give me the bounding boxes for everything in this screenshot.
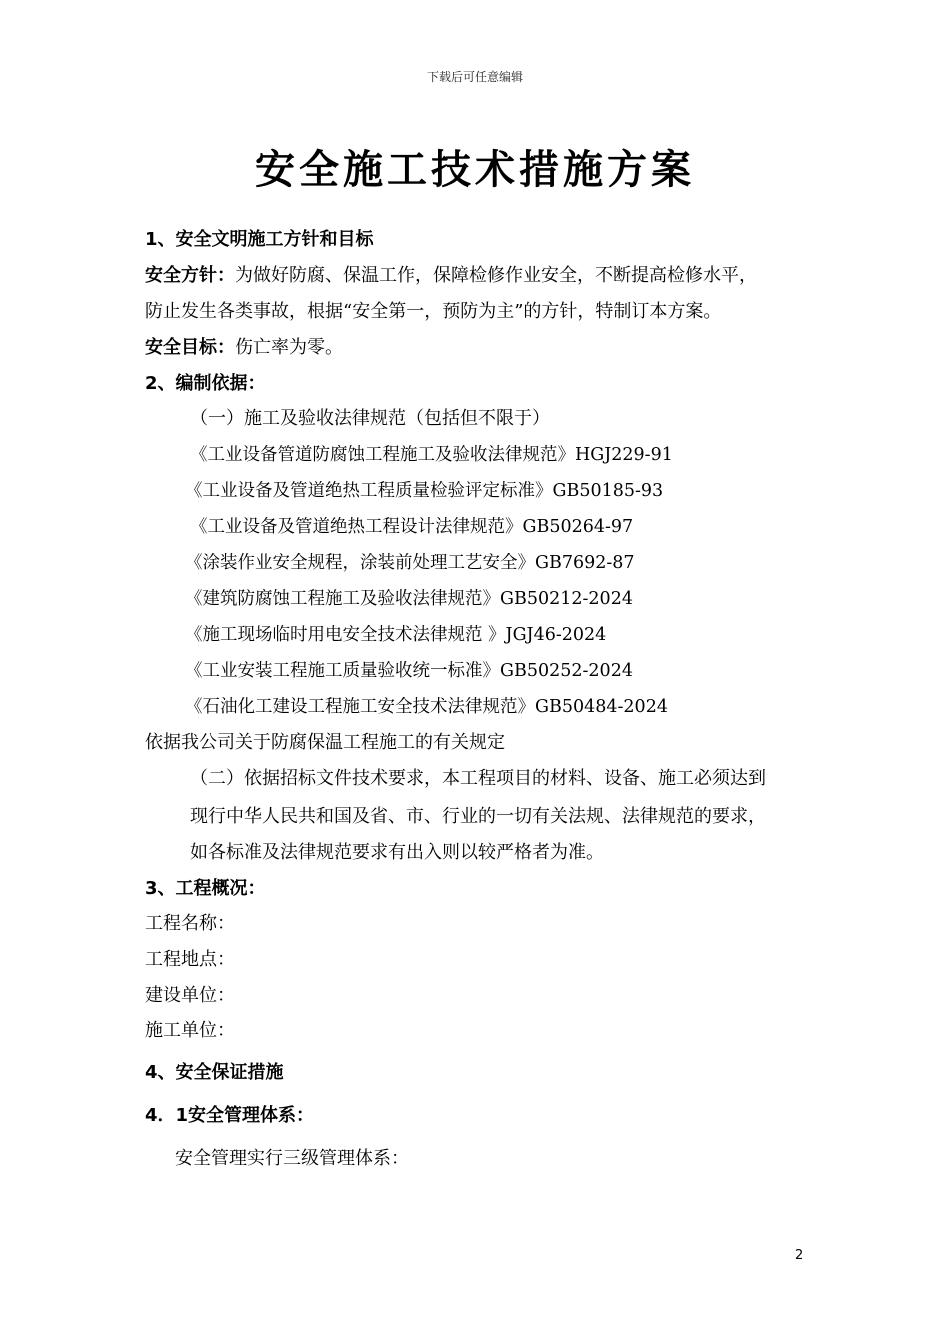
goal-label: 安全目标： bbox=[145, 337, 235, 358]
standard-item: 《石油化工建设工程施工安全技术法律规范》GB50484-2024 bbox=[185, 697, 668, 717]
section-3-heading: 3、工程概况： bbox=[145, 878, 266, 899]
goal-text: 伤亡率为零。 bbox=[235, 337, 343, 358]
owner-unit-field: 建设单位： bbox=[145, 985, 235, 1006]
document-title: 安全施工技术措施方案 bbox=[255, 146, 695, 193]
construction-unit-field: 施工单位： bbox=[145, 1020, 235, 1041]
basis-sub-2-line-2: 现行中华人民共和国及省、市、行业的一切有关法规、法律规范的要求， bbox=[190, 806, 766, 827]
section-1-heading: 1、安全文明施工方针和目标 bbox=[145, 229, 374, 250]
standard-item: 《工业设备及管道绝热工程设计法律规范》GB50264-97 bbox=[190, 517, 634, 537]
standard-item: 《建筑防腐蚀工程施工及验收法律规范》GB50212-2024 bbox=[185, 589, 633, 609]
standard-item: 《工业设备及管道绝热工程质量检验评定标准》GB50185-93 bbox=[185, 481, 664, 501]
section-2-heading: 2、编制依据： bbox=[145, 373, 266, 394]
page-number: 2 bbox=[795, 1248, 804, 1263]
project-name-field: 工程名称： bbox=[145, 913, 235, 934]
basis-sub-2-line-3: 如各标准及法律规范要求有出入则以较严格者为准。 bbox=[190, 842, 604, 863]
policy-label: 安全方针： bbox=[145, 265, 235, 286]
section-4-heading: 4、安全保证措施 bbox=[145, 1062, 284, 1083]
standard-item: 《工业设备管道防腐蚀工程施工及验收法律规范》HGJ229-91 bbox=[190, 445, 673, 465]
standard-item: 《涂装作业安全规程，涂装前处理工艺安全》GB7692-87 bbox=[185, 553, 635, 573]
standard-item: 《工业安装工程施工质量验收统一标准》GB50252-2024 bbox=[185, 661, 633, 681]
policy-text-1: 为做好防腐、保温工作，保障检修作业安全，不断提高检修水平， bbox=[235, 265, 757, 286]
goal-paragraph bbox=[145, 336, 343, 360]
page-header: 下载后可任意编辑 bbox=[426, 70, 523, 84]
basis-sub-2-line-1: （二）依据招标文件技术要求，本工程项目的材料、设备、施工必须达到 bbox=[190, 768, 766, 789]
basis-sub-1: （一）施工及验收法律规范（包括但不限于） bbox=[190, 408, 550, 429]
policy-text-2: 防止发生各类事故，根据“安全第一，预防为主”的方针，特制订本方案。 bbox=[145, 301, 722, 322]
section-4-1-text: 安全管理实行三级管理体系： bbox=[175, 1148, 409, 1169]
section-4-1-heading: 4．1安全管理体系： bbox=[145, 1105, 315, 1126]
standard-item: 《施工现场临时用电安全技术法律规范 》JGJ46-2024 bbox=[185, 625, 607, 645]
policy-paragraph bbox=[145, 264, 757, 288]
company-rule: 依据我公司关于防腐保温工程施工的有关规定 bbox=[145, 732, 505, 753]
project-location-field: 工程地点： bbox=[145, 949, 235, 970]
